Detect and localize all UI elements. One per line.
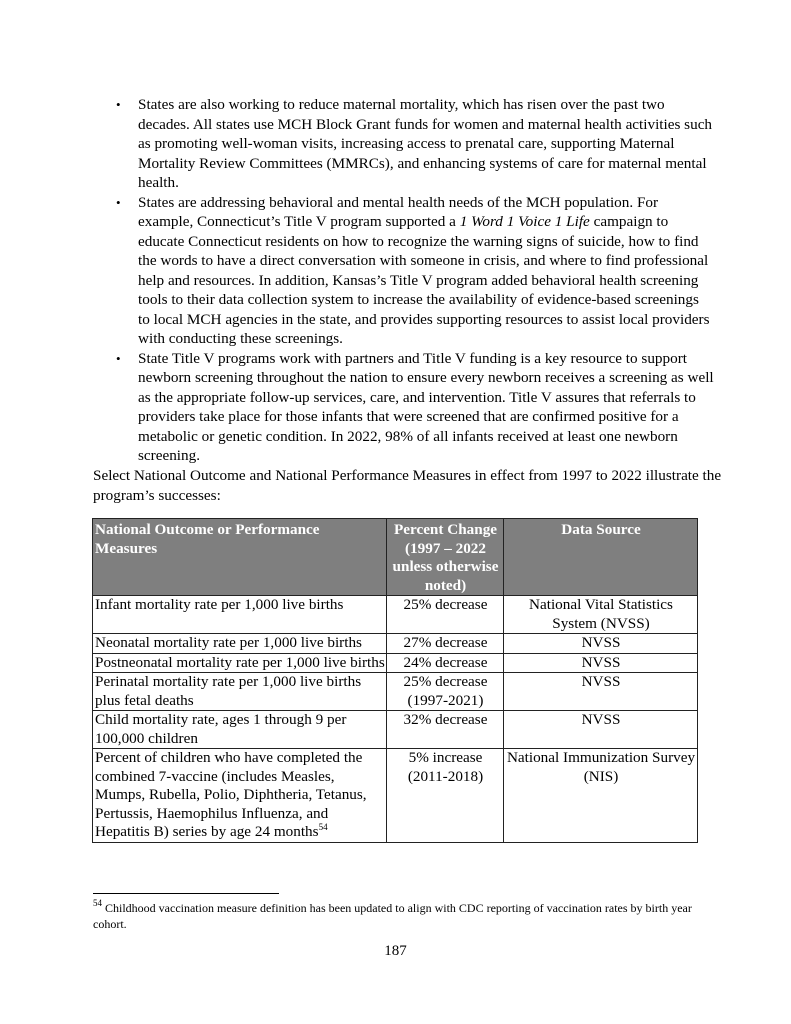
source-cell: National Immunization Survey (NIS) (504, 749, 698, 843)
change-cell: 32% decrease (387, 711, 504, 749)
header-data-source: Data Source (504, 519, 698, 596)
change-cell: 24% decrease (387, 653, 504, 673)
table-header-row (93, 519, 698, 596)
bullet-icon: • (116, 194, 121, 210)
table-row (93, 634, 698, 654)
source-cell: NVSS (504, 711, 698, 749)
footnote-text: Childhood vaccination measure definition has been updated to align with CDC reporting of vaccination rates by birth year cohort. (93, 901, 692, 931)
table-row (93, 711, 698, 749)
table-row (93, 596, 698, 634)
change-cell: 25% decrease (387, 596, 504, 634)
change-cell: 25% decrease (1997-2021) (387, 673, 504, 711)
table-intro-paragraph: Select National Outcome and National Performance Measures in effect from 1997 to 2022 illustrate the program’s successes: (93, 467, 722, 504)
bullet-list (114, 95, 714, 466)
campaign-name: 1 Word 1 Voice 1 Life (459, 213, 590, 230)
measure-cell: Infant mortality rate per 1,000 live births (93, 596, 387, 634)
source-cell: National Vital Statistics System (NVSS) (504, 596, 698, 634)
bullet-icon: • (116, 350, 121, 366)
footnote-reference: 54 (318, 822, 328, 832)
measure-cell: Neonatal mortality rate per 1,000 live births (93, 634, 387, 654)
source-cell: NVSS (504, 673, 698, 711)
measure-cell: Child mortality rate, ages 1 through 9 per 100,000 children (93, 711, 387, 749)
table-row (93, 673, 698, 711)
footnote-number: 54 (93, 898, 102, 908)
bullet-text: States are also working to reduce maternal mortality, which has risen over the past two decades. All states use MCH Block Grant funds for women and maternal health activities such as promoting well-woman visits, increasing access to prenatal care, supporting Maternal Mortality Review Committees (MMRCs), and enhancing systems of care for maternal mental health. (138, 96, 713, 191)
bullet-item-behavioral-health (114, 193, 714, 349)
header-percent-change: Percent Change (1997 – 2022 unless otherwise noted) (387, 519, 504, 596)
measures-table (92, 518, 698, 843)
table-row (93, 749, 698, 843)
change-cell: 5% increase (2011-2018) (387, 749, 504, 843)
page-number: 187 (384, 943, 407, 959)
bullet-text: States are addressing behavioral and mental health needs of the MCH population. For example, Connecticut’s Title V program supported a 1 Word 1 Voice 1 Life campaign to educate Connecticut residents on how to recognize the warning signs of suicide, how to find the words to have a direct conversation with someone in crisis, and where to find professional help and resources. In addition, Kansas’s Title V program added behavioral health screening tools to their data collection system to increase the availability of evidence-based screenings to local MCH agencies in the state, and provides supporting resources to assist local providers with conducting these screenings. (138, 193, 710, 347)
source-cell: NVSS (504, 634, 698, 654)
header-measure: National Outcome or Performance Measures (93, 519, 387, 596)
footnote (93, 900, 713, 932)
measure-cell: Postneonatal mortality rate per 1,000 live births (93, 653, 387, 673)
change-cell: 27% decrease (387, 634, 504, 654)
bullet-item-maternal-mortality (114, 95, 714, 193)
source-cell: NVSS (504, 653, 698, 673)
table-row (93, 653, 698, 673)
bullet-item-newborn-screening (114, 349, 714, 466)
bullet-text: State Title V programs work with partners and Title V funding is a key resource to support newborn screening throughout the nation to ensure every newborn receives a screening as well as the appropriate follow-up services, care, and intervention. Title V assures that referrals to providers take place for those infants that were screened that are confirmed positive for a metabolic or genetic condition. In 2022, 98% of all infants received at least one newborn screening. (138, 349, 714, 464)
measure-cell: Perinatal mortality rate per 1,000 live births plus fetal deaths (93, 673, 387, 711)
footnote-divider (93, 893, 279, 894)
measure-cell: Percent of children who have completed the combined 7-vaccine (includes Measles, Mumps, Rubella, Polio, Diphtheria, Tetanus, Pertussis, Haemophilus Influenza, and Hepatitis B) series by age 24 months$^{54}$ (93, 749, 387, 843)
bullet-icon: • (116, 97, 121, 112)
